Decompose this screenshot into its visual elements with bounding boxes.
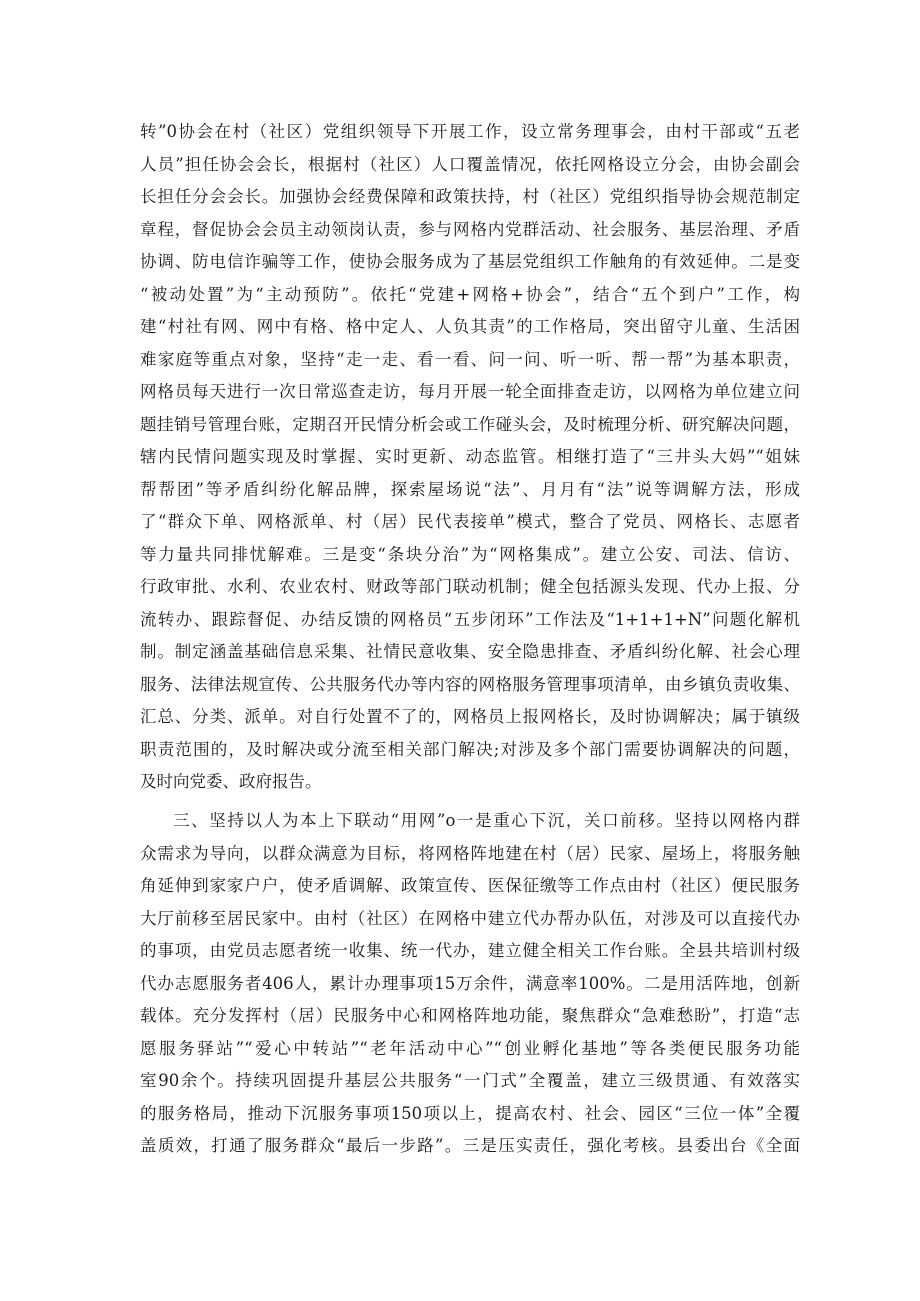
text-line: 服务、法律法规宣传、公共服务代办等内容的网格服务管理事项清单，由乡镇负责收集、 xyxy=(140,674,800,694)
text-line: 了“群众下单、网格派单、村（居）民代表接单”模式，整合了党员、网格长、志愿者 xyxy=(140,512,800,531)
text-line: 及时向党委、政府报告。 xyxy=(140,772,322,791)
text-line: 等力量共同排忧解难。三是变“条块分治”为“网格集成”。建立公安、司法、信访、 xyxy=(140,544,800,564)
text-line: 室90余个。持续巩固提升基层公共服务“一门式”全覆盖，建立三级贯通、有效落实 xyxy=(140,1071,800,1090)
text-line: 愿服务驿站”“爱心中转站”“老年活动中心”“创业孵化基地”等各类便民服务功能 xyxy=(140,1038,800,1058)
text-line: 建“村社有网、网中有格、格中定人、人负其责”的工作格局，突出留守儿童、生活困 xyxy=(140,317,800,336)
text-line: 大厅前移至居民家中。由村（社区）在网格中建立代办帮办队伍，对涉及可以直接代办 xyxy=(140,908,800,928)
text-line: 转”0协会在村（社区）党组织领导下开展工作，设立常务理事会，由村干部或“五老 xyxy=(140,122,800,141)
text-line: 题挂销号管理台账，定期召开民情分析会或工作碰头会，及时梳理分析、研究解决问题， xyxy=(140,414,800,434)
text-line: 协调、防电信诈骗等工作，使协会服务成为了基层党组织工作触角的有效延伸。二是变 xyxy=(140,252,800,271)
paragraph-2 xyxy=(140,805,800,1163)
text-line: 职责范围的，及时解决或分流至相关部门解决;对涉及多个部门需要协调解决的问题， xyxy=(140,739,800,759)
text-line: “被动处置”为“主动预防”。依托“党建+网格+协会”，结合“五个到户”工作，构 xyxy=(140,284,800,304)
text-line: 的事项，由党员志愿者统一收集、统一代办，建立健全相关工作台账。全县共培训村级 xyxy=(140,941,800,960)
text-line: 辖内民情问题实现及时掌握、实时更新、动态监管。相继打造了“三井头大妈”“姐妹 xyxy=(140,447,800,466)
text-line: 制。制定涵盖基础信息采集、社情民意收集、安全隐患排查、矛盾纠纷化解、社会心理 xyxy=(140,642,800,661)
text-line: 三、坚持以人为本上下联动“用网”o一是重心下沉，关口前移。坚持以网格内群 xyxy=(173,811,800,830)
text-line: 网格员每天进行一次日常巡查走访，每月开展一轮全面排查走访，以网格为单位建立问 xyxy=(140,382,800,401)
text-line: 角延伸到家家户户，使矛盾调解、政策宣传、医保征缴等工作点由村（社区）便民服务 xyxy=(140,876,800,895)
text-line: 代办志愿服务者406人，累计办理事项15万余件，满意率100%。二是用活阵地，创新 xyxy=(140,973,800,993)
text-line: 难家庭等重点对象，坚持“走一走、看一看、问一问、听一听、帮一帮”为基本职责， xyxy=(140,349,800,369)
paragraph-1 xyxy=(140,116,800,799)
text-line: 人员”担任协会会长，根据村（社区）人口覆盖情况，依托网格设立分会，由协会副会 xyxy=(140,154,800,174)
text-line: 汇总、分类、派单。对自行处置不了的，网格员上报网格长，及时协调解决；属于镇级 xyxy=(140,707,800,726)
text-line: 章程，督促协会会员主动领岗认责，参与网格内党群活动、社会服务、基层治理、矛盾 xyxy=(140,219,800,239)
text-line: 流转办、跟踪督促、办结反馈的网格员“五步闭环”工作法及“1+1+1+N”问题化解机 xyxy=(140,609,800,629)
text-line: 众需求为导向，以群众满意为目标，将网格阵地建在村（居）民家、屋场上，将服务触 xyxy=(140,843,800,863)
text-line: 长担任分会会长。加强协会经费保障和政策扶持，村（社区）党组织指导协会规范制定 xyxy=(140,187,800,206)
text-line: 行政审批、水利、农业农村、财政等部门联动机制；健全包括源头发现、代办上报、分 xyxy=(140,577,800,596)
text-line: 帮帮团”等矛盾纠纷化解品牌，探索屋场说“法”、月月有“法”说等调解方法，形成 xyxy=(140,479,800,499)
text-line: 盖质效，打通了服务群众“最后一步路”。三是压实责任，强化考核。县委出台《全面 xyxy=(140,1136,800,1155)
text-line: 的服务格局，推动下沉服务事项150项以上，提高农村、社会、园区“三位一体”全覆 xyxy=(140,1103,800,1123)
text-line: 载体。充分发挥村（居）民服务中心和网格阵地功能，聚焦群众“急难愁盼”，打造“志 xyxy=(140,1006,800,1025)
